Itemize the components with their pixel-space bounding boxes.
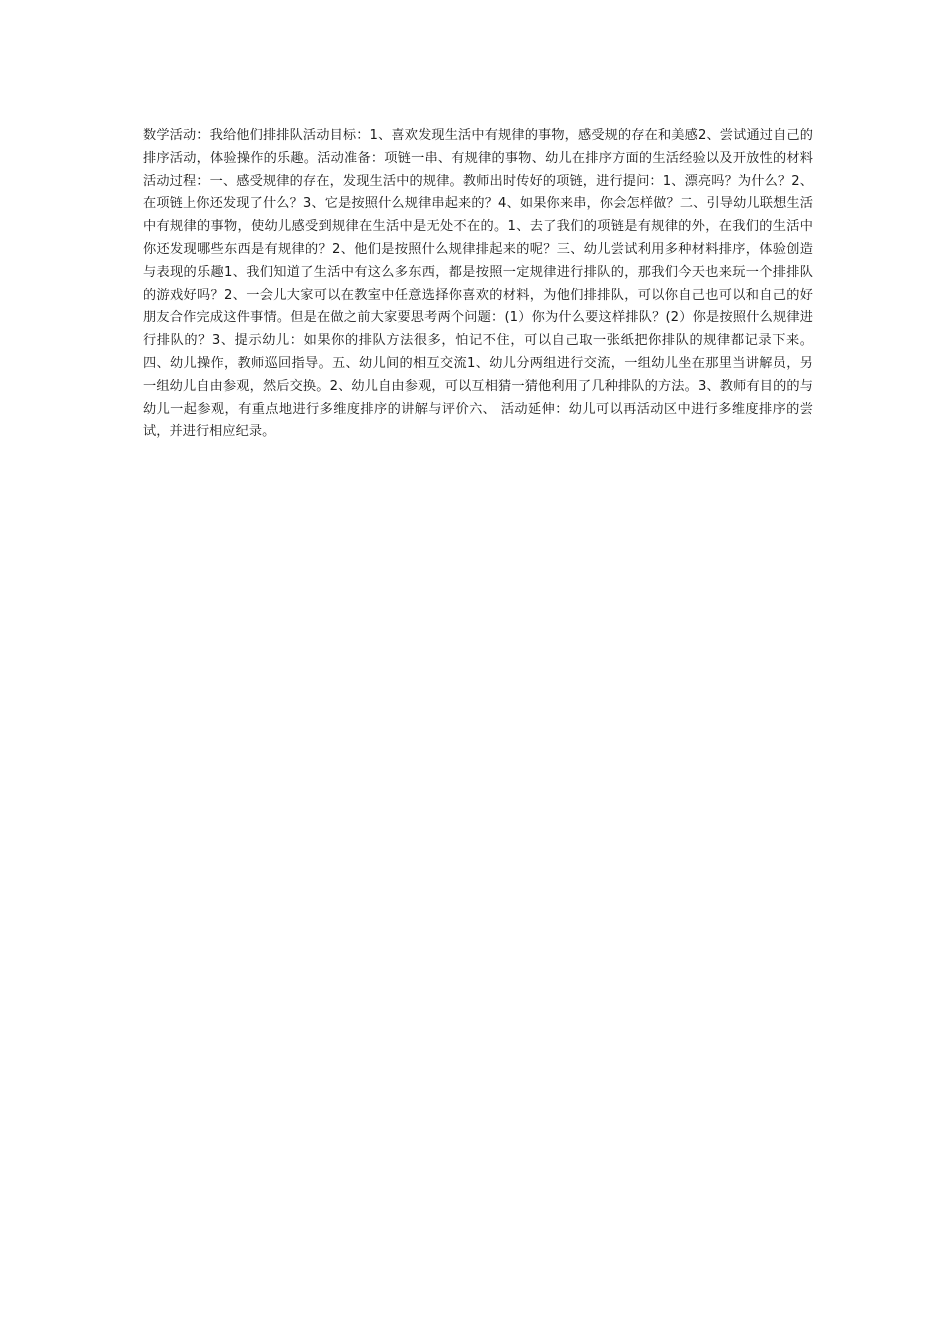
lesson-plan-paragraph: 数学活动：我给他们排排队活动目标：1、喜欢发现生活中有规律的事物，感受规的存在和美感2、尝试通过自己的排序活动，体验操作的乐趣。活动准备：项链一串、有规律的事物、幼儿在排序方面的生活经验以及开放性的材料活动过程：一、感受规律的存在，发现生活中的规律。教师出时传好的项链，进行提问：1、漂亮吗？为什么？2、在项链上你还发现了什么？3、它是按照什么规律串起来的？4、如果你来串，你会怎样做？二、引导幼儿联想生活中有规律的事物，使幼儿感受到规律在生活中是无处不在的。1、去了我们的项链是有规律的外，在我们的生活中你还发现哪些东西是有规律的？2、他们是按照什么规律排起来的呢？三、幼儿尝试利用多种材料排序，体验创造与表现的乐趣1、我们知道了生活中有这么多东西，都是按照一定规律进行排队的，那我们今天也来玩一个排排队的游戏好吗？2、一会儿大家可以在教室中任意选择你喜欢的材料，为他们排排队，可以你自己也可以和自己的好朋友合作完成这件事情。但是在做之前大家要思考两个问题：(1）你为什么要这样排队？(2）你是按照什么规律进行排队的？3、提示幼儿：如果你的排队方法很多，怕记不住，可以自己取一张纸把你排队的规律都记录下来。四、幼儿操作，教师巡回指导。五、幼儿间的相互交流1、幼儿分两组进行交流，一组幼儿坐在那里当讲解员，另一组幼儿自由参观，然后交换。2、幼儿自由参观，可以互相猜一猜他利用了几种排队的方法。3、教师有目的的与幼儿一起参观，有重点地进行多维度排序的讲解与评价六、 活动延伸：幼儿可以再活动区中进行多维度排序的尝试，并进行相应纪录。 [143,128,813,440]
document-body [143,125,813,444]
